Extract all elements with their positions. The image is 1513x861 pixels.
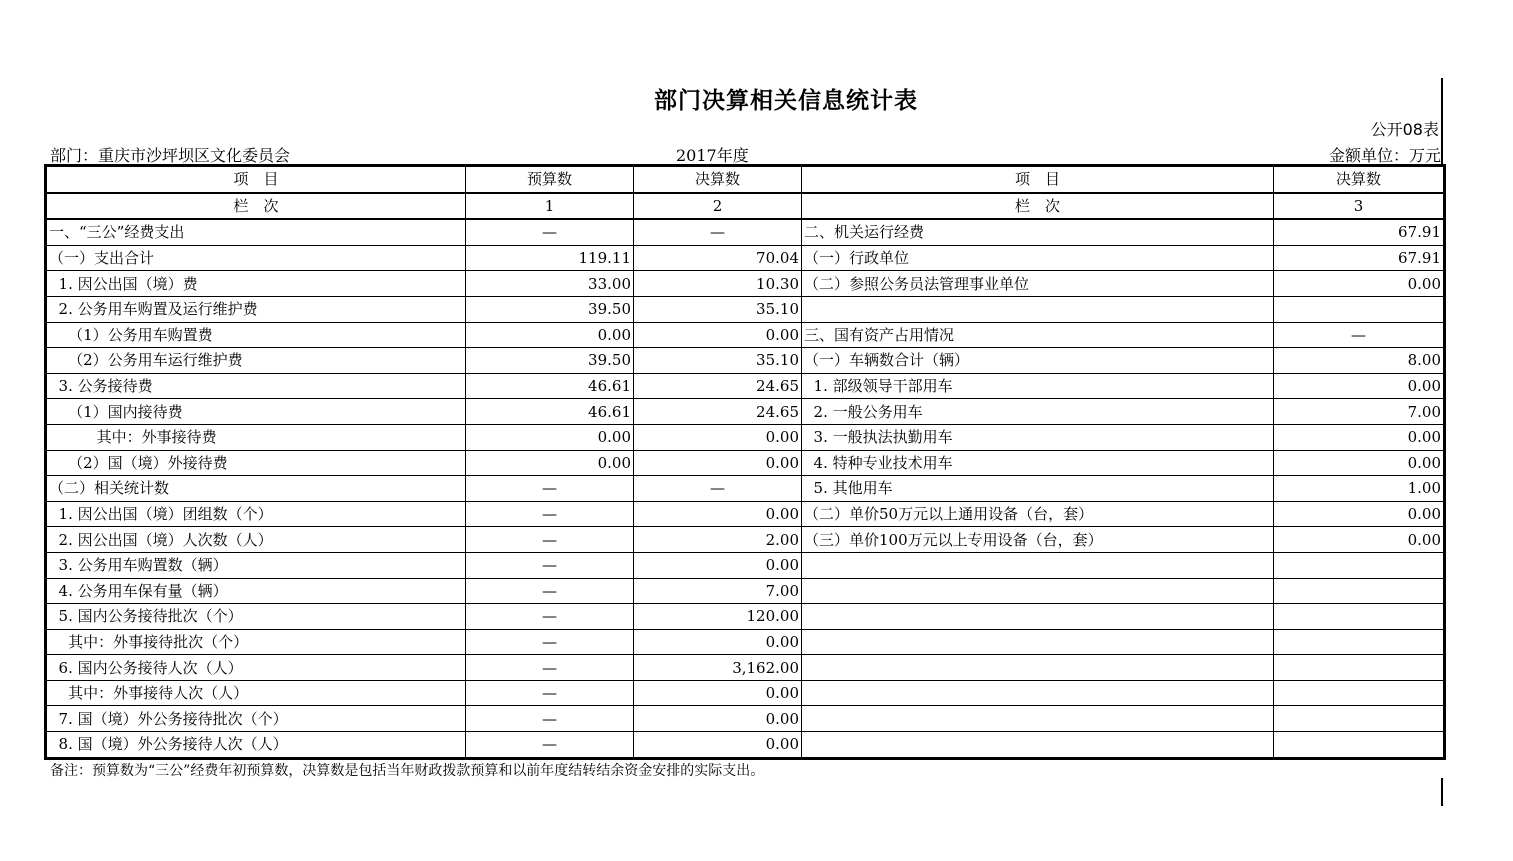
table-row — [46, 655, 1445, 681]
row-item-label-right: 1. 部级领导干部用车 — [802, 373, 1274, 399]
row-final-value: 24.65 — [634, 399, 802, 425]
table-row — [46, 322, 1445, 348]
table-row — [46, 629, 1445, 655]
header-item: 项 目 — [46, 166, 466, 193]
row-final-value: 0.00 — [634, 706, 802, 732]
row-final-value: 0.00 — [634, 732, 802, 759]
row-budget-value: — — [466, 629, 634, 655]
row-final-value: 3,162.00 — [634, 655, 802, 681]
row-item-label-right — [802, 629, 1274, 655]
row-budget-value: 33.00 — [466, 271, 634, 297]
row-final-value: — — [634, 219, 802, 245]
row-budget-value: — — [466, 476, 634, 502]
column-index-label: 栏 次 — [46, 193, 466, 220]
row-item-label-right: （三）单价100万元以上专用设备（台，套） — [802, 527, 1274, 553]
row-item-label: （1）国内接待费 — [46, 399, 466, 425]
row-final-value: 10.30 — [634, 271, 802, 297]
row-item-label: 4. 公务用车保有量（辆） — [46, 578, 466, 604]
row-item-label: 3. 公务接待费 — [46, 373, 466, 399]
table-row — [46, 552, 1445, 578]
row-final-value-right — [1274, 655, 1445, 681]
row-item-label: 其中：外事接待人次（人） — [46, 680, 466, 706]
row-final-value: 0.00 — [634, 450, 802, 476]
row-item-label: （一）支出合计 — [46, 245, 466, 271]
header-row — [46, 166, 1445, 193]
row-item-label: （2）公务用车运行维护费 — [46, 348, 466, 374]
row-item-label: 2. 因公出国（境）人次数（人） — [46, 527, 466, 553]
row-budget-value: 39.50 — [466, 348, 634, 374]
year-label: 2017年度 — [676, 146, 749, 165]
row-item-label: 其中：外事接待批次（个） — [46, 629, 466, 655]
column-index-label-right: 栏 次 — [802, 193, 1274, 220]
row-item-label: （二）相关统计数 — [46, 476, 466, 502]
row-final-value-right: 0.00 — [1274, 527, 1445, 553]
row-final-value: 0.00 — [634, 501, 802, 527]
row-final-value: 120.00 — [634, 604, 802, 630]
row-final-value-right: 7.00 — [1274, 399, 1445, 425]
row-item-label-right — [802, 578, 1274, 604]
row-item-label: （2）国（境）外接待费 — [46, 450, 466, 476]
table-row — [46, 732, 1445, 759]
row-budget-value: — — [466, 706, 634, 732]
row-budget-value: — — [466, 732, 634, 759]
header-final-right: 决算数 — [1274, 166, 1445, 193]
page-edge-line-top — [1441, 78, 1443, 164]
row-budget-value: — — [466, 655, 634, 681]
row-final-value-right: 0.00 — [1274, 271, 1445, 297]
row-budget-value: — — [466, 527, 634, 553]
row-budget-value: 0.00 — [466, 322, 634, 348]
table-row — [46, 450, 1445, 476]
row-item-label: 8. 国（境）外公务接待人次（人） — [46, 732, 466, 759]
row-item-label: 7. 国（境）外公务接待批次（个） — [46, 706, 466, 732]
row-budget-value: — — [466, 552, 634, 578]
row-final-value: 2.00 — [634, 527, 802, 553]
header-budget: 预算数 — [466, 166, 634, 193]
column-index-2: 2 — [634, 193, 802, 220]
row-item-label-right: 三、国有资产占用情况 — [802, 322, 1274, 348]
table-row — [46, 604, 1445, 630]
row-final-value: 0.00 — [634, 629, 802, 655]
row-final-value: 0.00 — [634, 424, 802, 450]
row-item-label-right — [802, 296, 1274, 322]
row-final-value-right: 0.00 — [1274, 424, 1445, 450]
row-item-label: （1）公务用车购置费 — [46, 322, 466, 348]
footnote: 备注：预算数为“三公”经费年初预算数，决算数是包括当年财政拨款预算和以前年度结转结余资金安排的实际支出。 — [50, 763, 765, 779]
row-final-value-right: 0.00 — [1274, 501, 1445, 527]
row-final-value-right — [1274, 732, 1445, 759]
row-item-label-right: 4. 特种专业技术用车 — [802, 450, 1274, 476]
row-final-value: 24.65 — [634, 373, 802, 399]
row-budget-value: 39.50 — [466, 296, 634, 322]
row-item-label-right: 3. 一般执法执勤用车 — [802, 424, 1274, 450]
table-row — [46, 399, 1445, 425]
row-final-value: 0.00 — [634, 322, 802, 348]
department-label: 部门：重庆市沙坪坝区文化委员会 — [50, 146, 291, 165]
table-row — [46, 348, 1445, 374]
row-item-label-right: （一）行政单位 — [802, 245, 1274, 271]
row-item-label: 6. 国内公务接待人次（人） — [46, 655, 466, 681]
row-final-value-right — [1274, 296, 1445, 322]
row-budget-value: — — [466, 501, 634, 527]
row-final-value-right — [1274, 629, 1445, 655]
row-item-label: 5. 国内公务接待批次（个） — [46, 604, 466, 630]
row-budget-value: 0.00 — [466, 450, 634, 476]
table-row — [46, 476, 1445, 502]
row-budget-value: 0.00 — [466, 424, 634, 450]
row-budget-value: 46.61 — [466, 399, 634, 425]
statistics-table — [44, 164, 1446, 760]
table-row — [46, 271, 1445, 297]
unit-label: 金额单位：万元 — [1328, 146, 1441, 165]
row-item-label: 其中：外事接待费 — [46, 424, 466, 450]
row-item-label-right — [802, 706, 1274, 732]
table-row — [46, 501, 1445, 527]
row-final-value-right: 0.00 — [1274, 373, 1445, 399]
table-row — [46, 219, 1445, 245]
table-row — [46, 424, 1445, 450]
row-final-value-right: 67.91 — [1274, 219, 1445, 245]
row-budget-value: — — [466, 680, 634, 706]
row-item-label-right: （二）参照公务员法管理事业单位 — [802, 271, 1274, 297]
row-item-label-right — [802, 680, 1274, 706]
row-final-value: 35.10 — [634, 348, 802, 374]
row-item-label-right: 2. 一般公务用车 — [802, 399, 1274, 425]
row-final-value: 70.04 — [634, 245, 802, 271]
row-final-value: 0.00 — [634, 680, 802, 706]
row-final-value-right — [1274, 552, 1445, 578]
row-item-label: 1. 因公出国（境）团组数（个） — [46, 501, 466, 527]
row-final-value-right: 67.91 — [1274, 245, 1445, 271]
table-row — [46, 296, 1445, 322]
row-budget-value: — — [466, 578, 634, 604]
table-row — [46, 680, 1445, 706]
row-item-label-right — [802, 604, 1274, 630]
row-item-label-right: （一）车辆数合计（辆） — [802, 348, 1274, 374]
row-item-label: 3. 公务用车购置数（辆） — [46, 552, 466, 578]
table-row — [46, 245, 1445, 271]
row-item-label: 一、“三公”经费支出 — [46, 219, 466, 245]
page-edge-line-bottom — [1441, 778, 1443, 806]
table-row — [46, 373, 1445, 399]
column-index-3: 3 — [1274, 193, 1445, 220]
row-item-label-right — [802, 655, 1274, 681]
row-final-value: 0.00 — [634, 552, 802, 578]
table-row — [46, 527, 1445, 553]
row-budget-value: 46.61 — [466, 373, 634, 399]
row-budget-value: — — [466, 604, 634, 630]
row-item-label-right: 5. 其他用车 — [802, 476, 1274, 502]
row-item-label-right: 二、机关运行经费 — [802, 219, 1274, 245]
row-final-value: — — [634, 476, 802, 502]
row-item-label-right — [802, 732, 1274, 759]
row-item-label-right — [802, 552, 1274, 578]
row-final-value-right: 1.00 — [1274, 476, 1445, 502]
header-item-right: 项 目 — [802, 166, 1274, 193]
row-item-label-right: （二）单价50万元以上通用设备（台，套） — [802, 501, 1274, 527]
row-final-value-right: 0.00 — [1274, 450, 1445, 476]
row-item-label: 2. 公务用车购置及运行维护费 — [46, 296, 466, 322]
row-final-value-right — [1274, 706, 1445, 732]
table-row — [46, 706, 1445, 732]
table-row — [46, 578, 1445, 604]
row-final-value-right — [1274, 680, 1445, 706]
row-item-label: 1. 因公出国（境）费 — [46, 271, 466, 297]
row-final-value-right: — — [1274, 322, 1445, 348]
row-budget-value: 119.11 — [466, 245, 634, 271]
row-budget-value: — — [466, 219, 634, 245]
row-final-value-right: 8.00 — [1274, 348, 1445, 374]
row-final-value-right — [1274, 604, 1445, 630]
column-index-row — [46, 193, 1445, 220]
table-code: 公开08表 — [1370, 120, 1439, 139]
column-index-1: 1 — [466, 193, 634, 220]
row-final-value: 35.10 — [634, 296, 802, 322]
row-final-value: 7.00 — [634, 578, 802, 604]
header-final: 决算数 — [634, 166, 802, 193]
page-title: 部门决算相关信息统计表 — [654, 88, 918, 114]
row-final-value-right — [1274, 578, 1445, 604]
